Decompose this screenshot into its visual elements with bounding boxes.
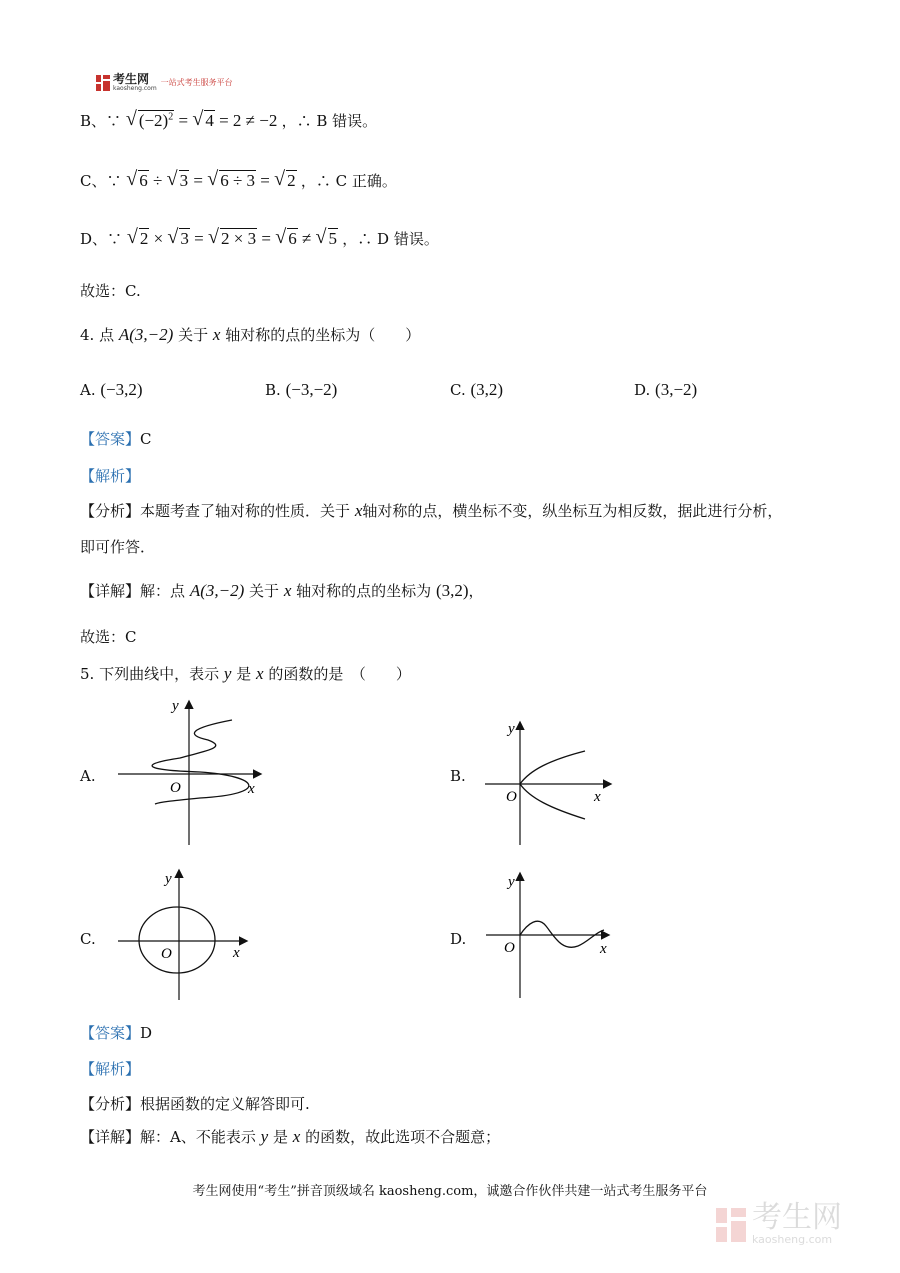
line-b — [80, 110, 377, 131]
q4-fenxi-a: 本题考查了轴对称的性质．关于 — [140, 502, 351, 520]
q4-detail-b: 关于 — [249, 582, 280, 600]
q4-answer-value: C — [140, 430, 152, 448]
q5-fenxi — [80, 1093, 310, 1114]
q5-fenxi-text: 根据函数的定义解答即可. — [140, 1095, 310, 1113]
q4-option-a[interactable] — [80, 380, 143, 400]
q4-answer — [80, 428, 152, 449]
q4-stem-a: 点 — [99, 326, 115, 344]
q4-option-d[interactable] — [634, 380, 697, 400]
q4-detail-axis: x — [283, 581, 292, 600]
choose-line-1: 故选：C. — [80, 282, 141, 300]
q4-option-c-label: C. — [450, 381, 466, 399]
q4-point: A(3,−2) — [118, 325, 174, 344]
line-c-prefix: C、∵ — [80, 172, 122, 190]
line-c-formula: √ 6 ÷ √ 3 = √ 6 ÷ 3 = √ 2 — [126, 171, 301, 190]
q5-detail-a: 解：A、不能表示 — [140, 1128, 256, 1146]
watermark-name: 考生网 — [752, 1200, 842, 1235]
q4-option-d-label: D. — [634, 381, 651, 399]
q4-detail-result: (3,2) — [435, 581, 469, 600]
q5-detail-tag: 【详解】 — [80, 1128, 141, 1146]
logo-name: 考生网 — [113, 72, 150, 86]
watermark-domain: kaosheng.com — [752, 1233, 833, 1246]
q4-option-a-label: A. — [80, 381, 96, 399]
logo-domain: kaosheng.com — [113, 85, 157, 92]
graph-d-origin-label: O — [504, 940, 515, 956]
q4-number: 4. — [80, 326, 95, 344]
q5-analysis-tag: 【解析】 — [80, 1060, 141, 1078]
q5-detail-b: 是 — [272, 1128, 288, 1146]
q4-stem-b: 关于 — [178, 326, 209, 344]
q4-option-b-value: (−3,−2) — [285, 380, 338, 399]
line-b-prefix: B、∵ — [80, 112, 122, 130]
q4-detail-c: 轴对称的点的坐标为 — [296, 582, 432, 600]
header-slogan: 一站式考生服务平台 — [160, 78, 233, 87]
q4-fenxi-c: 即可作答． — [80, 538, 156, 556]
q4-axis: x — [212, 325, 221, 344]
q4-stem-c: 轴对称的点的坐标为（ ） — [225, 326, 421, 344]
line-d — [80, 228, 439, 249]
q4-fenxi-tag: 【分析】 — [80, 502, 141, 520]
graph-c-circle — [139, 907, 215, 973]
watermark-logo-icon — [716, 1208, 746, 1242]
q5-graph-b[interactable] — [480, 715, 620, 850]
q4-choose: 故选：C — [80, 628, 137, 646]
watermark — [716, 1200, 842, 1246]
q5-detail — [80, 1126, 500, 1147]
q5-graph-a[interactable] — [110, 690, 270, 850]
q5-number: 5. — [80, 665, 95, 683]
q5-answer — [80, 1022, 152, 1043]
q4-detail-point: A(3,−2) — [189, 581, 245, 600]
q4-option-c[interactable] — [450, 380, 503, 400]
graph-d-curve — [520, 921, 604, 947]
q4-option-c-value: (3,2) — [470, 380, 504, 399]
q5-stem-c: 的函数的是 （ ） — [268, 665, 411, 683]
q4-stem — [80, 324, 420, 345]
q4-answer-tag: 【答案】 — [80, 430, 141, 448]
q4-option-b[interactable] — [265, 380, 337, 400]
graph-a-x-label: x — [248, 781, 255, 797]
graph-d-x-label: x — [600, 941, 607, 957]
graph-b-y-label: y — [508, 721, 515, 737]
line-b-formula: √ $(-2)^2$ = √ 4 = 2 ≠ −2 — [126, 111, 282, 130]
header-logo[interactable] — [96, 73, 233, 92]
q4-fenxi — [80, 500, 782, 521]
q4-option-d-value: (3,−2) — [655, 380, 698, 399]
q5-x: x — [256, 664, 264, 683]
q5-stem-a: 下列曲线中，表示 — [99, 665, 220, 683]
graph-b-origin-label: O — [506, 789, 517, 805]
line-d-formula: √ 2 × √ 3 = √ 2 × 3 = √ 6 ≠ √ 5 — [127, 229, 342, 248]
q5-graph-c[interactable] — [110, 865, 260, 1005]
line-d-prefix: D、∵ — [80, 230, 123, 248]
q5-option-d-label[interactable]: D. — [450, 930, 467, 948]
line-d-suffix: ，∴ D 错误。 — [342, 230, 439, 248]
line-c-suffix: ，∴ C 正确。 — [300, 172, 397, 190]
q5-detail-y: y — [260, 1127, 269, 1146]
graph-a-origin-label: O — [170, 780, 181, 796]
q5-option-a-label[interactable]: A. — [80, 767, 96, 785]
q5-option-b-label[interactable]: B. — [450, 767, 466, 785]
q4-detail-tag: 【详解】 — [80, 582, 141, 600]
line-b-suffix: ，∴ B 错误。 — [281, 112, 378, 130]
q5-stem-b: 是 — [236, 665, 252, 683]
graph-c-y-label: y — [165, 871, 172, 887]
q5-graph-d[interactable] — [480, 868, 620, 1003]
graph-a-curve — [152, 720, 249, 804]
logo-mark-icon — [96, 75, 110, 91]
graph-c-x-label: x — [233, 945, 240, 961]
line-c — [80, 170, 397, 191]
graph-b-x-label: x — [594, 789, 601, 805]
q5-detail-c: 的函数，故此选项不合题意； — [305, 1128, 501, 1146]
q5-stem — [80, 663, 411, 684]
q4-detail-a: 解：点 — [140, 582, 186, 600]
q5-fenxi-tag: 【分析】 — [80, 1095, 141, 1113]
q4-fenxi-b: 轴对称的点，横坐标不变，纵坐标互为相反数，据此进行分析， — [362, 502, 783, 520]
graph-c-origin-label: O — [161, 946, 172, 962]
q4-fenxi-axis: x — [354, 501, 363, 520]
graph-d-y-label: y — [508, 874, 515, 890]
q4-option-b-label: B. — [265, 381, 281, 399]
q4-analysis-tag: 【解析】 — [80, 467, 141, 485]
q4-option-a-value: (−3,2) — [100, 380, 143, 399]
q5-answer-value: D — [140, 1024, 153, 1042]
q5-detail-x: x — [292, 1127, 301, 1146]
q4-detail — [80, 580, 484, 601]
graph-b-curve — [520, 751, 585, 819]
graph-a-y-label: y — [172, 698, 179, 714]
q4-detail-end: ， — [468, 582, 484, 600]
q5-option-c-label[interactable]: C. — [80, 930, 96, 948]
page-footer: 考生网使用“考生”拼音顶级域名 kaosheng.com，诚邀合作伙伴共建一站式考生服务平台 — [192, 1184, 708, 1199]
q5-y: y — [223, 664, 232, 683]
q5-answer-tag: 【答案】 — [80, 1024, 141, 1042]
